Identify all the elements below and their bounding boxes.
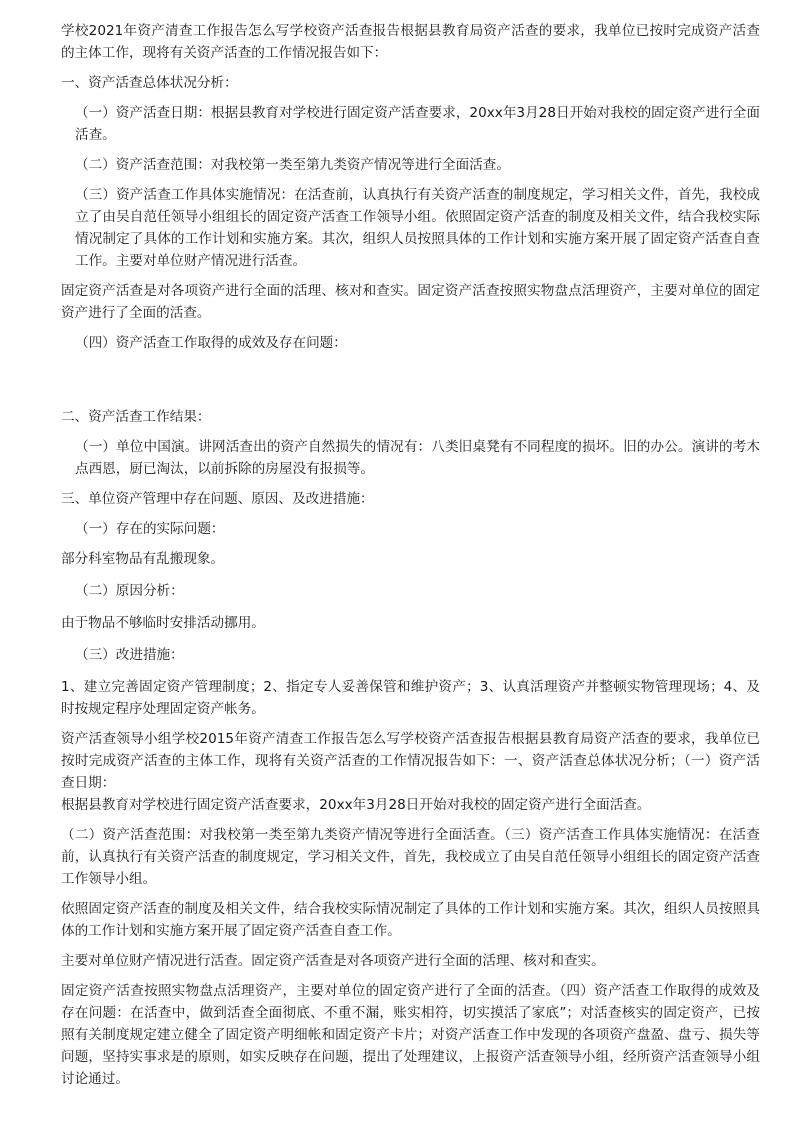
repeat-intro-paragraph: 资产活查领导小组学校2015年资产清查工作报告怎么写学校资产活查报告根据县教育局资产活查的要求，我单位已按时完成资产活查的主体工作，现将有关资产活查的工作情况报告如下：一、资产活查总体状况分析；（一）资产活查日期： [61,731,760,791]
section-1-paragraph: 固定资产活查是对各项资产进行全面的活理、核对和查实。固定资产活查按照实物盘点活理资产，主要对单位的固定资产进行了全面的活查。 [61,283,760,321]
section-3-item-1-body: 部分科室物品有乱搬现象。 [61,551,225,567]
section-3-heading: 三、单位资产管理中存在问题、原因、及改进措施： [61,491,374,507]
section-1-item-3: （三）资产活查工作具体实施情况：在活查前，认真执行有关资产活查的制度规定，学习相关文件，首先，我校成立了由吴自范任领导小组组长的固定资产活查工作领导小组。依照固定资产活查的制度及相关文件，结合我校实际情况制定了具体的工作计划和实施方案。其次，组织人员按照具体的工作计划和实施方案开展了固定资产活查自查工作。主要对单位财产情况进行活查。 [75,187,760,269]
section-3-item-2: （二）原因分析： [75,583,184,599]
section-1-item-4: （四）资产活查工作取得的成效及存在问题： [75,335,347,351]
section-2-item-1: （一）单位中国演。讲网活查出的资产自然损失的情况有：八类旧桌凳有不同程度的损坏。旧的办公。演讲的考木点西恩，厨已淘汰，以前拆除的房屋没有报损等。 [75,439,760,477]
repeat-scope-paragraph: （二）资产活查范围：对我校第一类至第九类资产情况等进行全面活查。（三）资产活查工作具体实施情况：在活查前，认真执行有关资产活查的制度规定，学习相关文件，首先，我校成立了由吴自范任领导小组组长的固定资产活查工作领导小组。 [61,827,760,887]
repeat-date-paragraph: 根据县教育对学校进行固定资产活查要求，20xx年3月28日开始对我校的固定资产进行全面活查。 [61,797,651,813]
repeat-plan-paragraph: 依照固定资产活查的制度及相关文件，结合我校实际情况制定了具体的工作计划和实施方案。其次，组织人员按照具体的工作计划和实施方案开展了固定资产活查自查工作。 [61,901,760,939]
section-1-item-2: （二）资产活查范围：对我校第一类至第九类资产情况等进行全面活查。 [75,157,510,173]
section-3-item-3-body: 1、建立完善固定资产管理制度；2、指定专人妥善保管和维护资产；3、认真活理资产并整顿实物管理现场；4、及时按规定程序处理固定资产帐务。 [61,679,760,717]
section-3-item-2-body: 由于物品不够临时安排活动挪用。 [61,615,265,631]
section-1-heading: 一、资产活查总体状况分析： [61,75,238,91]
intro-paragraph: 学校2021年资产清查工作报告怎么写学校资产活查报告根据县教育局资产活查的要求，我单位已按时完成资产活查的主体工作，现将有关资产活查的工作情况报告如下： [61,23,760,61]
section-3-item-1: （一）存在的实际问题： [75,521,225,537]
repeat-results-paragraph: 固定资产活查按照实物盘点活理资产，主要对单位的固定资产进行了全面的活查。（四）资产活查工作取得的成效及存在问题：在活查中，做到活查全面彻底、不重不漏，账实相符，切实摸活了家底”；对活查核实的固定资产，已按照有关制度规定建立健全了固定资产明细帐和固定资产卡片；对资产活查工作中发现的各项资产盘盈、盘亏、损失等问题，坚持实事求是的原则，如实反映存在问题，提出了处理建议，上报资产活查领导小组，经所资产活查领导小组讨论通过。 [61,983,760,1087]
section-2-heading: 二、资产活查工作结果： [61,409,211,425]
repeat-check-paragraph: 主要对单位财产情况进行活查。固定资产活查是对各项资产进行全面的活理、核对和查实。 [61,953,605,969]
section-3-item-3: （三）改进措施： [75,647,184,663]
section-1-item-1: （一）资产活查日期：根据县教育对学校进行固定资产活查要求，20xx年3月28日开始对我校的固定资产进行全面活查。 [75,105,760,143]
